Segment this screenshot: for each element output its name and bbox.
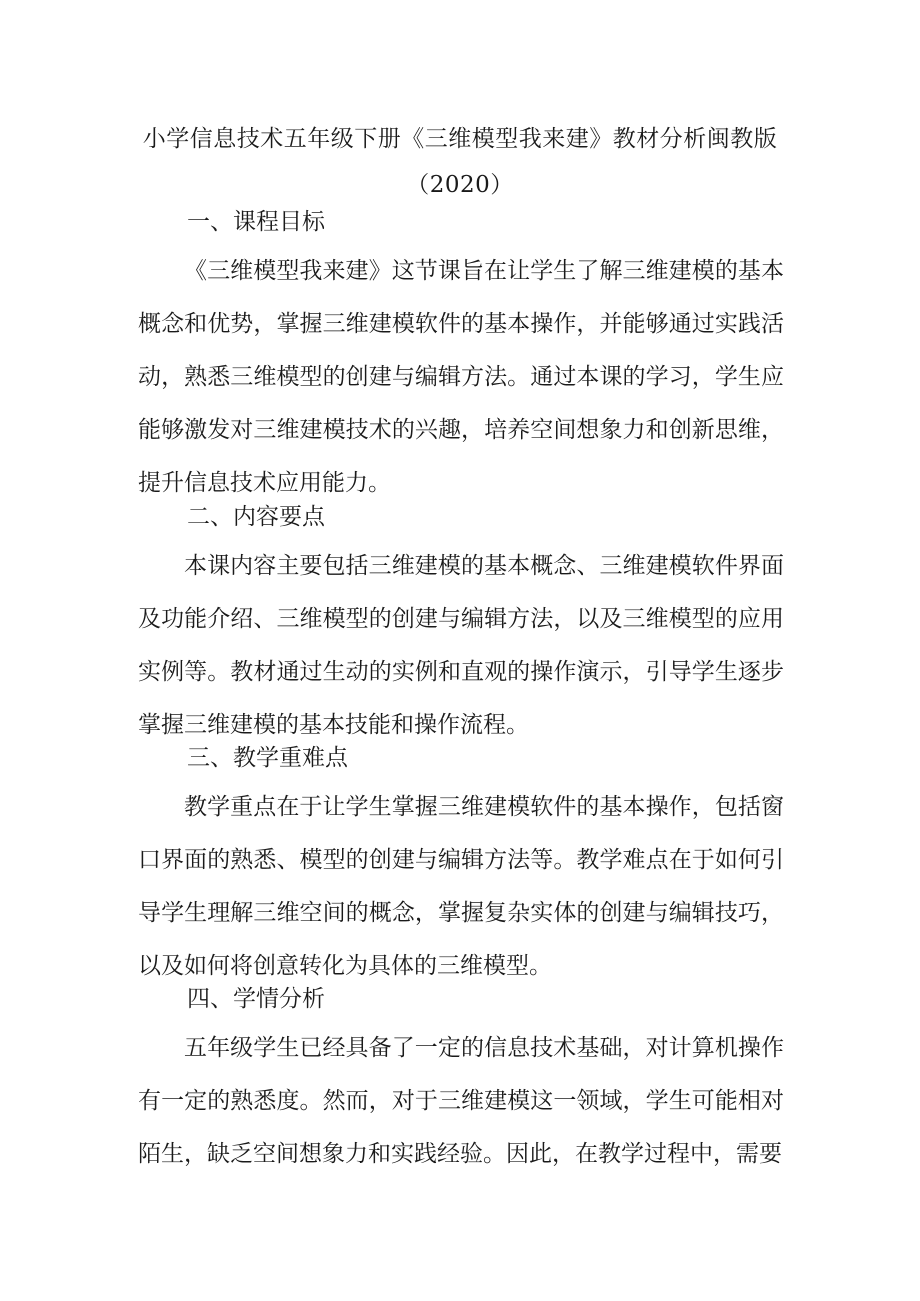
- section-body-learner-analysis: 五年级学生已经具备了一定的信息技术基础，对计算机操作有一定的熟悉度。然而，对于三维建模这一领域，学生可能相对陌生，缺乏空间想象力和实践经验。因此，在教学过程中，需要: [138, 1035, 784, 1167]
- section-body-goals: 《三维模型我来建》这节课旨在让学生了解三维建模的基本概念和优势，掌握三维建模软件的基本操作，并能够通过实践活动，熟悉三维模型的创建与编辑方法。通过本课的学习，学生应能够激发对三维建模技术的兴趣，培养空间想象力和创新思维，提升信息技术应用能力。: [138, 258, 784, 496]
- section-heading-key-points: 三、教学重难点: [187, 745, 348, 771]
- section-heading-learner-analysis: 四、学情分析: [187, 986, 325, 1012]
- document-title: 小学信息技术五年级下册《三维模型我来建》教材分析闽教版（2020）: [142, 126, 778, 198]
- section-body-key-points: 教学重点在于让学生掌握三维建模软件的基本操作，包括窗口界面的熟悉、模型的创建与编辑方法等。教学难点在于如何引导学生理解三维空间的概念，掌握复杂实体的创建与编辑技巧，以及如何将创意转化为具体的三维模型。: [138, 794, 784, 979]
- section-body-content: 本课内容主要包括三维建模的基本概念、三维建模软件界面及功能介绍、三维模型的创建与编辑方法，以及三维模型的应用实例等。教材通过生动的实例和直观的操作演示，引导学生逐步掌握三维建模的基本技能和操作流程。: [138, 553, 784, 738]
- section-heading-content: 二、内容要点: [187, 504, 325, 530]
- section-heading-goals: 一、课程目标: [187, 209, 325, 235]
